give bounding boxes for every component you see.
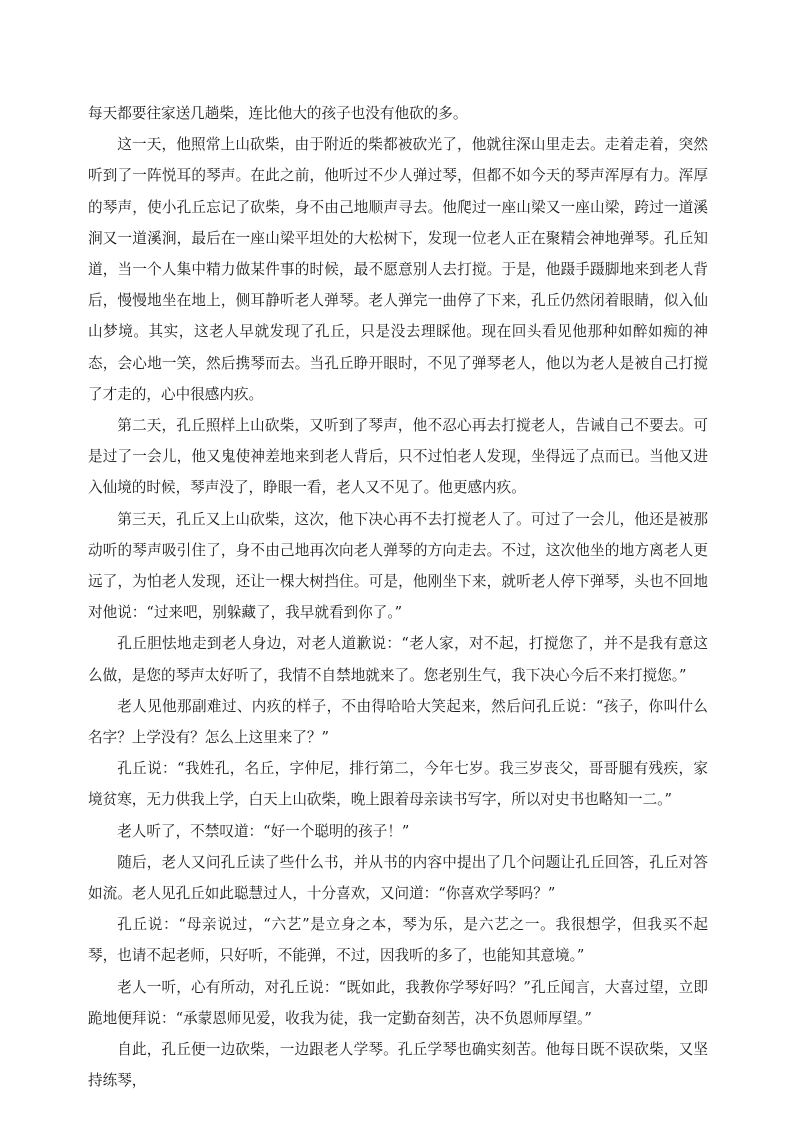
- paragraph-six-arts: 孔丘说：“母亲说过，“六艺”是立身之本，琴为乐，是六艺之一。我很想学，但我买不起琴，也请不起老师，只好听，不能弹，不过，因我听的多了，也能知其意境。”: [88, 916, 708, 965]
- paragraph-kongqiu-answers: 孔丘说：“我姓孔，名丘，字仲尼，排行第二，今年七岁。我三岁丧父，哥哥腿有残疾，家境贫寒，无力供我上学，白天上山砍柴，晚上跟着母亲读书写字，所以对史书也略知一二。”: [88, 760, 708, 809]
- paragraph-questions: 随后，老人又问孔丘读了些什么书，并从书的内容中提出了几个问题让孔丘回答，孔丘对答如流。老人见孔丘如此聪慧过人，十分喜欢，又问道：“你喜欢学琴吗？”: [88, 853, 708, 903]
- story-text: [88, 98, 708, 1097]
- paragraph-learning: 自此，孔丘便一边砍柴，一边跟老人学琴。孔丘学琴也确实刻苦。他每日既不误砍柴，又坚持练琴，: [88, 1041, 708, 1090]
- paragraph-teach-offer: 老人一听，心有所动，对孔丘说：“既如此，我教你学琴好吗？”孔丘闻言，大喜过望，立即跪地便拜说：“承蒙恩师见爱，收我为徒，我一定勤奋刻苦，决不负恩师厚望。”: [88, 978, 708, 1027]
- paragraph-hearing-qin: 这一天，他照常上山砍柴，由于附近的柴都被砍光了，他就往深山里走去。走着走着，突然听到了一阵悦耳的琴声。在此之前，他听过不少人弹过琴，但都不如今天的琴声浑厚有力。浑厚的琴声，使小孔丘忘记了砍柴，身不由己地顺声寻去。他爬过一座山梁又一座山梁，跨过一道溪涧又一道溪涧，最后在一座山梁平坦处的大松树下，发现一位老人正在聚精会神地弹琴。孔丘知道，当一个人集中精力做某件事的时候，最不愿意别人去打搅。于是，他蹑手蹑脚地来到老人背后，慢慢地坐在地上，侧耳静听老人弹琴。老人弹完一曲停了下来，孔丘仍然闭着眼睛，似入仙山梦境。其实，这老人早就发现了孔丘，只是没去理睬他。现在回头看见他那种如醉如痴的神态，会心地一笑，然后携琴而去。当孔丘睁开眼时，不见了弹琴老人，他以为老人是被自己打搅了才走的，心中很感内疚。: [88, 136, 708, 403]
- paragraph-second-day: 第二天，孔丘照样上山砍柴，又听到了琴声，他不忍心再去打搅老人，告诫自己不要去。可是过了一会儿，他又鬼使神差地来到老人背后，只不过怕老人发现，坐得远了点而已。当他又进入仙境的时候，琴声没了，睁眼一看，老人又不见了。他更感内疚。: [88, 417, 708, 497]
- paragraph-apology: 孔丘胆怯地走到老人身边，对老人道歉说：“老人家，对不起，打搅您了，并不是我有意这么做，是您的琴声太好听了，我情不自禁地就来了。您老别生气，我下决心今后不来打搅您。”: [88, 635, 708, 684]
- paragraph-praise: 老人听了，不禁叹道：“好一个聪明的孩子！”: [117, 822, 410, 840]
- paragraph-old-man-asks: 老人见他那副难过、内疚的样子，不由得哈哈大笑起来，然后问孔丘说：“孩子，你叫什么名字？上学没有？怎么上这里来了？”: [88, 697, 708, 747]
- paragraph-continued: 每天都要往家送几趟柴，连比他大的孩子也没有他砍的多。: [88, 105, 468, 122]
- paragraph-third-day: 第三天，孔丘又上山砍柴，这次，他下决心再不去打搅老人了。可过了一会儿，他还是被那动听的琴声吸引住了，身不由己地再次向老人弹琴的方向走去。不过，这次他坐的地方离老人更远了，为怕老人发现，还让一棵大树挡住。可是，他刚坐下来，就听老人停下弹琴，头也不回地对他说：“过来吧，别躲藏了，我早就看到你了。”: [88, 510, 708, 622]
